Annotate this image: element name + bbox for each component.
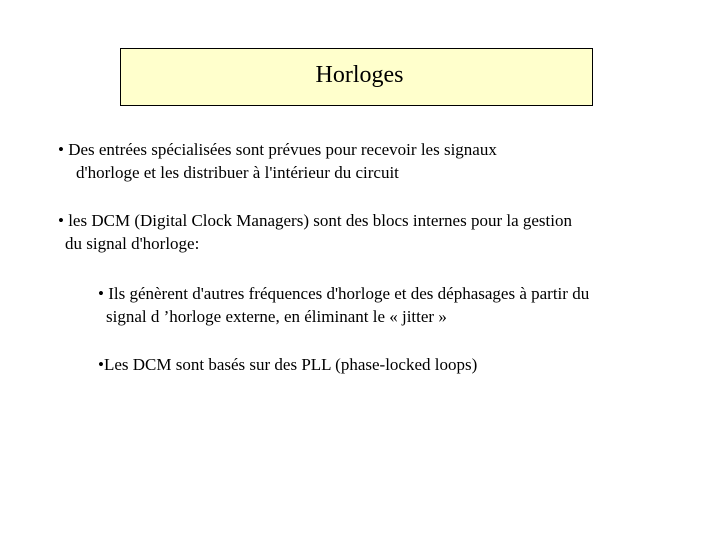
bullet-line: • Des entrées spécialisées sont prévues pour recevoir les signaux — [58, 140, 497, 159]
slide-title: Horloges — [315, 62, 404, 88]
bullet-line: signal d ’horloge externe, en éliminant le « jitter » — [106, 307, 447, 326]
bullet-line: du signal d'horloge: — [65, 234, 200, 253]
bullet-line: • les DCM (Digital Clock Managers) sont des blocs internes pour la gestion — [58, 211, 572, 230]
sub-bullet-pll — [98, 353, 477, 376]
sub-bullet-frequencies — [98, 282, 589, 328]
bullet-line: d'horloge et les distribuer à l'intérieur du circuit — [76, 163, 399, 182]
title-box — [120, 48, 593, 106]
bullet-dedicated-clock-inputs — [58, 138, 497, 184]
bullet-dcm-definition — [58, 209, 572, 255]
bullet-line: •Les DCM sont basés sur des PLL (phase-locked loops) — [98, 355, 478, 374]
bullet-line: • Ils génèrent d'autres fréquences d'horloge et des déphasages à partir du — [98, 284, 590, 303]
